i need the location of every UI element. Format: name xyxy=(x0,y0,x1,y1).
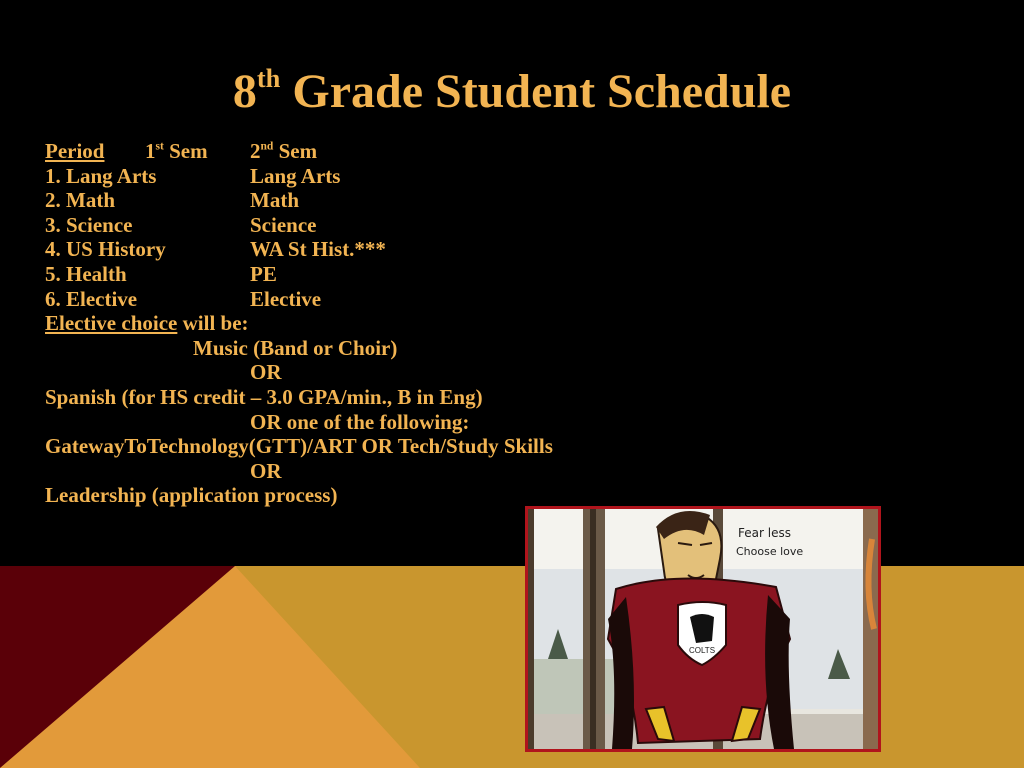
second-sem-class: Elective xyxy=(250,286,322,311)
mascot-photo xyxy=(525,506,881,752)
first-sem-class: 2. Math xyxy=(45,188,115,213)
first-sem-class: 5. Health xyxy=(45,261,127,286)
first-sem-class: 1. Lang Arts xyxy=(45,163,157,188)
second-sem-class: PE xyxy=(250,261,277,286)
elective-intro xyxy=(45,311,553,336)
schedule-header xyxy=(45,139,553,164)
second-sem-class: Science xyxy=(250,212,317,237)
sem2-header: 2nd Sem xyxy=(250,139,318,163)
schedule-row xyxy=(45,287,553,312)
music-option: Music (Band or Choir) xyxy=(193,335,398,360)
first-sem-class: 6. Elective xyxy=(45,286,138,311)
second-sem-class: Lang Arts xyxy=(250,163,341,188)
schedule-row xyxy=(45,262,553,287)
second-sem-class: WA St Hist.*** xyxy=(250,237,386,262)
or-following: OR one of the following: xyxy=(250,409,470,434)
schedule-body xyxy=(45,139,553,508)
first-sem-class: 3. Science xyxy=(45,212,133,237)
period-header: Period xyxy=(45,139,105,163)
schedule-row xyxy=(45,164,553,189)
or-separator: OR xyxy=(250,458,282,483)
schedule-row xyxy=(45,237,553,262)
spanish-option: Spanish (for HS credit – 3.0 GPA/min., B in Eng) xyxy=(45,384,483,409)
sem1-header: 1st Sem xyxy=(145,139,208,163)
elective-choice-label: Elective choice xyxy=(45,311,178,336)
second-sem-class: Math xyxy=(250,188,299,213)
svg-text:COLTS: COLTS xyxy=(688,646,716,655)
svg-text:Fear less: Fear less xyxy=(738,526,791,540)
first-sem-class: 4. US History xyxy=(45,237,166,262)
slide-title: 8th Grade Student Schedule xyxy=(232,63,792,118)
schedule-row xyxy=(45,213,553,238)
elective-intro-rest: will be: xyxy=(177,311,249,336)
schedule-row xyxy=(45,188,553,213)
gtt-option: GatewayToTechnology(GTT)/ART OR Tech/Study Skills xyxy=(45,434,553,459)
svg-text:Choose love: Choose love xyxy=(736,545,804,558)
leadership-option: Leadership (application process) xyxy=(45,483,338,508)
or-separator: OR xyxy=(250,360,282,385)
